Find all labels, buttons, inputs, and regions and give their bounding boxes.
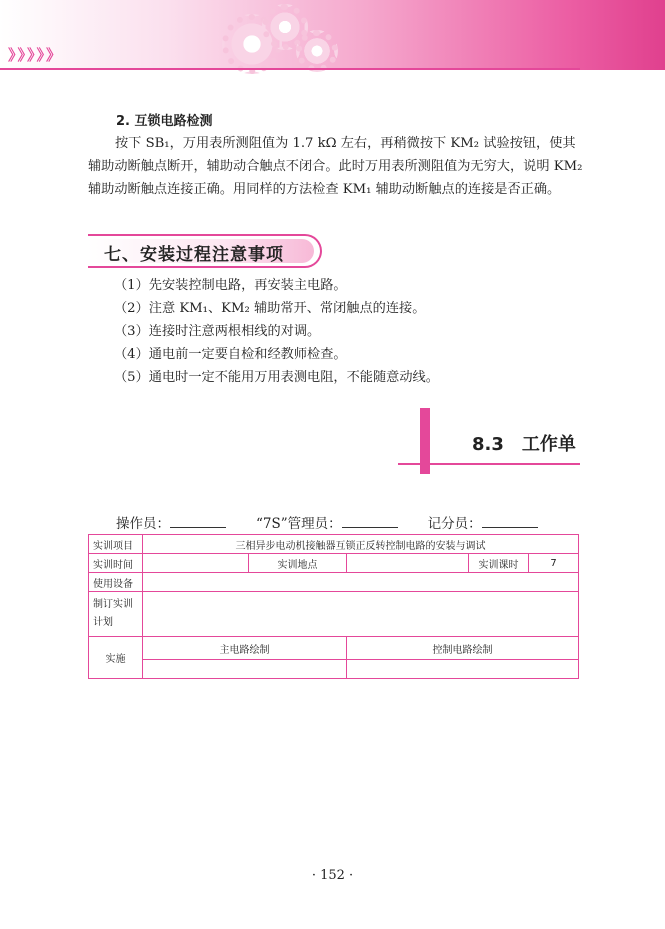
worksheet-number: 8.3 (472, 434, 504, 455)
manager-blank[interactable] (342, 515, 398, 528)
project-label: 实训项目 (89, 535, 143, 554)
section-title: 七、安装过程注意事项 (104, 245, 284, 265)
operator-label: 操作员： (116, 516, 170, 532)
body-paragraph (88, 132, 588, 201)
worksheet-heading (472, 430, 576, 456)
project-value: 三相异步电动机接触器互锁正反转控制电路的安装与调试 (143, 535, 579, 554)
place-label: 实训地点 (249, 554, 347, 573)
paragraph-text: 按下 SB₁，万用表所测阻值为 1.7 kΩ 左右，再稍微按下 KM₂ 试验按钮，使其辅助动断触点断开，辅助动合触点不闭合。此时万用表所测阻值为无穷大，说明 KM₂ 辅助动断触点连接正确。用同样的方法检查 KM₁ 辅助动断触点的连接是否正确。 (88, 136, 583, 197)
hours-label: 实训课时 (469, 554, 529, 573)
list-item: （5）通电时一定不能用万用表测电阻，不能随意动线。 (114, 370, 439, 385)
impl-label: 实施 (89, 637, 143, 679)
gear-icon (296, 30, 338, 72)
list-item: （4）通电前一定要自检和经教师检查。 (114, 347, 347, 362)
worksheet-rule (398, 463, 580, 465)
hours-value: 7 (529, 554, 579, 573)
place-value-cell[interactable] (347, 554, 469, 573)
scorer-label: 记分员： (427, 516, 482, 532)
manager-label: “7S”管理员： (256, 516, 342, 532)
control-circuit-header: 控制电路绘制 (347, 637, 579, 660)
subsection-title: 2. 互锁电路检测 (116, 114, 213, 129)
plan-value-cell[interactable] (143, 592, 579, 637)
header-arrows: 》》》》》 (8, 46, 64, 64)
time-label: 实训时间 (89, 554, 143, 573)
equipment-value-cell[interactable] (143, 573, 579, 592)
page-number: · 152 · (311, 868, 354, 883)
notes-list (114, 274, 439, 389)
main-circuit-header: 主电路绘制 (143, 637, 347, 660)
staff-line (116, 512, 538, 532)
list-item: （3）连接时注意两根相线的对调。 (114, 324, 321, 339)
list-item: （1）先安装控制电路，再安装主电路。 (114, 278, 347, 293)
time-value-cell[interactable] (143, 554, 249, 573)
list-item: （2）注意 KM₁、KM₂ 辅助常开、常闭触点的连接。 (114, 301, 426, 316)
work-form-table (88, 534, 579, 679)
scorer-blank[interactable] (482, 515, 538, 528)
equipment-label: 使用设备 (89, 573, 143, 592)
operator-blank[interactable] (170, 515, 226, 528)
worksheet-title: 工作单 (521, 434, 576, 455)
header-rule (0, 68, 580, 70)
control-circuit-area[interactable] (347, 660, 579, 679)
plan-label: 制订实训计划 (89, 592, 143, 637)
section-banner (88, 234, 322, 268)
main-circuit-area[interactable] (143, 660, 347, 679)
